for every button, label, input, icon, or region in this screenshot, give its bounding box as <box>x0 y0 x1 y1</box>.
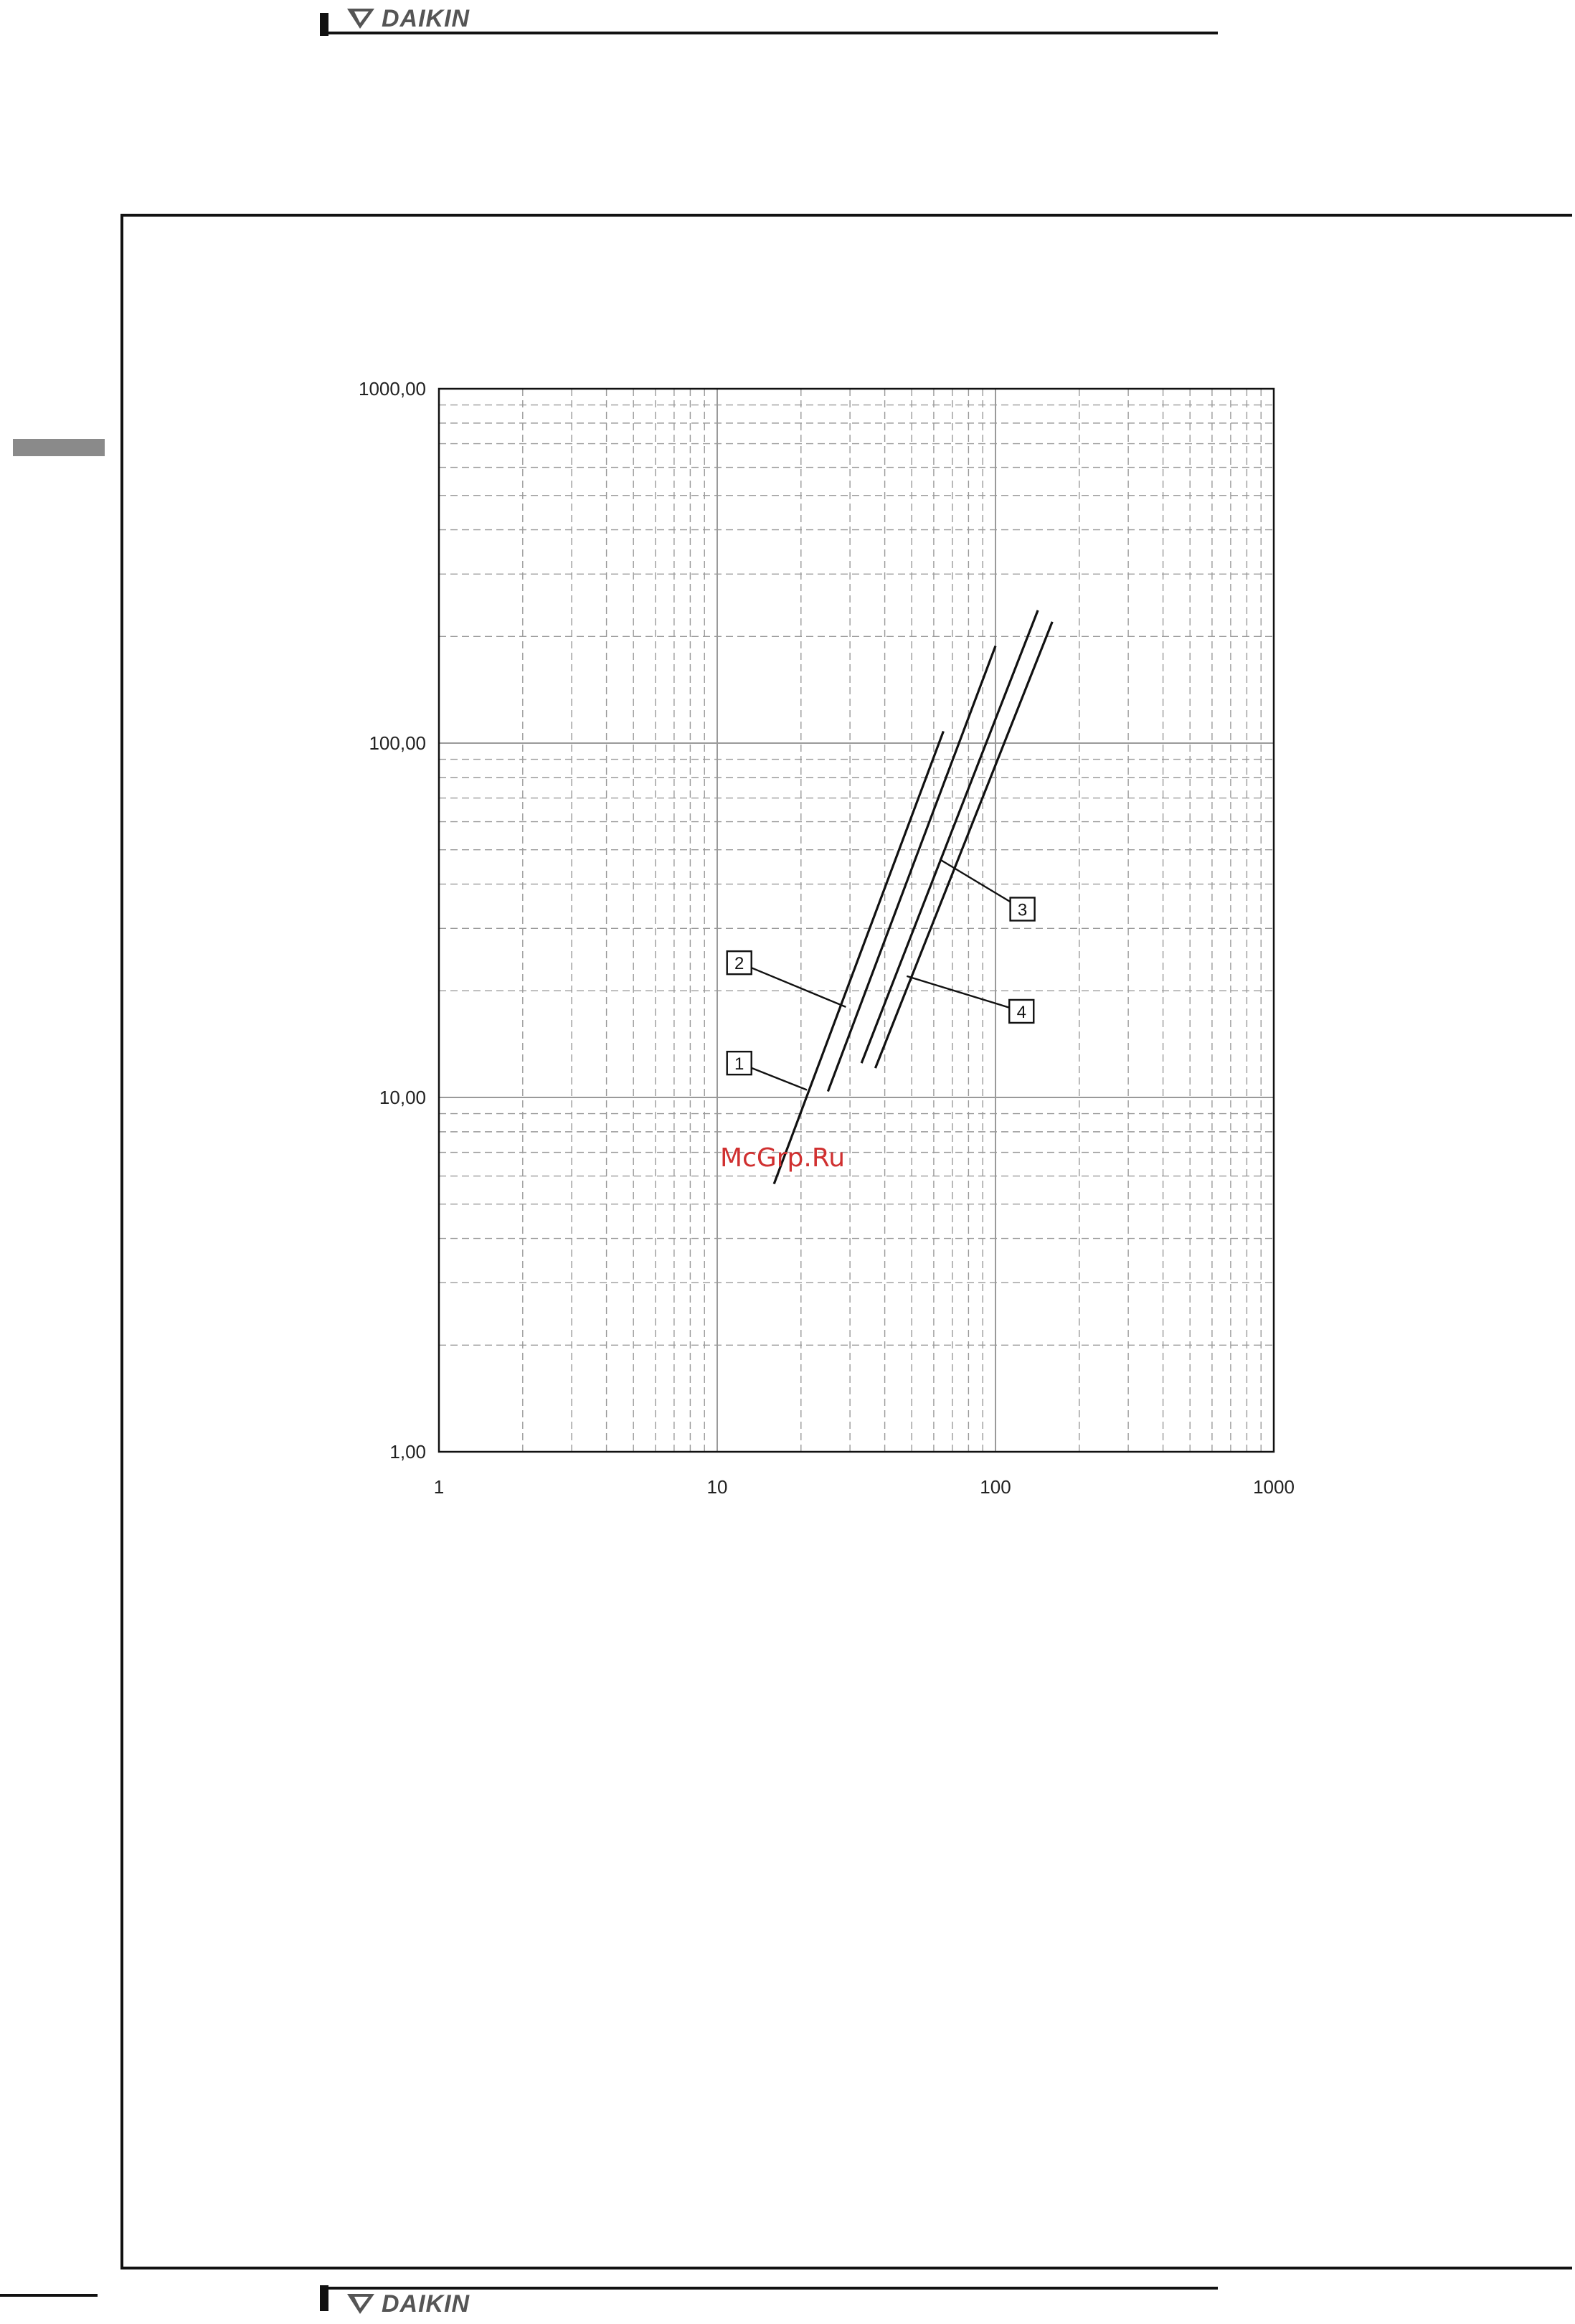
footer-accent-bar <box>320 2285 328 2311</box>
callout-label-3: 3 <box>1017 900 1028 920</box>
footer-left-rule <box>0 2294 98 2297</box>
chart-axes <box>359 378 1295 1498</box>
callout-label-1: 1 <box>734 1054 744 1074</box>
x-tick-label: 100 <box>980 1476 1011 1498</box>
callout-leader-4 <box>907 976 1021 1011</box>
series-line-3 <box>861 610 1038 1063</box>
callout-label-4: 4 <box>1016 1002 1026 1022</box>
footer-brand-text: DAIKIN <box>382 2290 470 2318</box>
y-tick-label: 1,00 <box>389 1441 426 1463</box>
x-tick-label: 1000 <box>1253 1476 1295 1498</box>
header-brand-text: DAIKIN <box>382 4 470 32</box>
chart-grid <box>439 389 1274 1452</box>
y-tick-label: 1000,00 <box>359 378 426 400</box>
x-tick-label: 10 <box>706 1476 728 1498</box>
footer-logo <box>344 2290 470 2318</box>
watermark-text: McGrp.Ru <box>720 1143 846 1173</box>
y-tick-label: 10,00 <box>379 1087 426 1108</box>
daikin-logo-icon <box>344 2291 377 2317</box>
callout-leader-2 <box>739 963 846 1007</box>
plot-area-border <box>439 389 1274 1452</box>
x-tick-label: 1 <box>433 1476 445 1498</box>
y-tick-label: 100,00 <box>369 732 426 754</box>
callout-label-2: 2 <box>734 954 744 974</box>
